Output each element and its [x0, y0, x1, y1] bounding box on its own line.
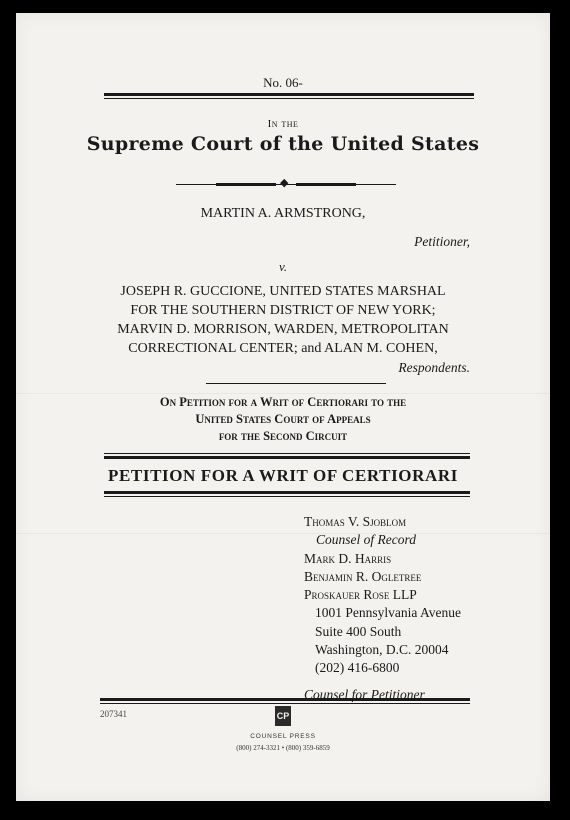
in-the-label: In the — [267, 118, 299, 130]
docket-number: No. 06- — [263, 75, 303, 90]
counsel-name: Benjamin R. Ogletree — [304, 568, 422, 584]
phone-number: (202) 416-6800 — [315, 660, 400, 676]
respondents-role: Respondents. — [398, 360, 470, 375]
title-rule-top — [104, 456, 470, 459]
respondents-block — [16, 282, 550, 358]
counsel-of-record: Counsel of Record — [316, 532, 416, 548]
printer-phones: (800) 274-3321 • (800) 359-6859 — [236, 744, 330, 752]
counsel-name: Thomas V. Sjoblom — [304, 514, 407, 529]
ornament-diamond-icon: ◆ — [280, 177, 289, 189]
on-petition-line: for the Second Circuit — [218, 429, 348, 443]
respondent-line: MARVIN D. MORRISON, WARDEN, METROPOLITAN — [117, 322, 449, 337]
on-petition-line: United States Court of Appeals — [195, 412, 371, 426]
petitioner-role: Petitioner, — [414, 234, 470, 249]
versus: v. — [278, 259, 288, 274]
printer-name: COUNSEL PRESS — [250, 733, 316, 740]
top-rule-thin — [104, 98, 474, 99]
separator-rule — [206, 383, 386, 384]
document-title: PETITION FOR A WRIT OF CERTIORARI — [108, 466, 458, 485]
court-name: Supreme Court of the United States — [86, 133, 480, 155]
respondent-line: CORRECTIONAL CENTER; and ALAN M. COHEN, — [128, 341, 438, 356]
ornament-left — [216, 183, 276, 186]
title-rule-bottom-thin — [104, 496, 470, 497]
title-rule-top-thin — [104, 453, 470, 454]
address-line: 1001 Pennsylvania Avenue — [315, 605, 461, 621]
respondent-line: JOSEPH R. GUCCIONE, UNITED STATES MARSHAL — [120, 284, 446, 299]
bottom-rule-thin — [100, 703, 470, 704]
counsel-press-logo-icon: CP — [275, 706, 291, 726]
counsel-name: Mark D. Harris — [304, 550, 392, 566]
on-petition-line: On Petition for a Writ of Certiorari to the — [159, 395, 407, 409]
address-line: Suite 400 South — [315, 623, 402, 639]
counsel-block — [304, 513, 461, 704]
counsel-for-petitioner: Counsel for Petitioner — [304, 686, 425, 702]
ornament-right — [296, 183, 356, 186]
document-page — [16, 13, 550, 801]
petitioner-name: MARTIN A. ARMSTRONG, — [200, 206, 366, 221]
on-petition-block — [16, 394, 550, 445]
bottom-rule — [100, 698, 470, 701]
top-rule — [104, 93, 474, 96]
job-number: 207341 — [100, 709, 127, 719]
respondent-line: FOR THE SOUTHERN DISTRICT OF NEW YORK; — [130, 303, 436, 318]
address-line: Washington, D.C. 20004 — [315, 642, 449, 658]
title-rule-bottom — [104, 491, 470, 494]
law-firm: Proskauer Rose LLP — [304, 587, 417, 603]
